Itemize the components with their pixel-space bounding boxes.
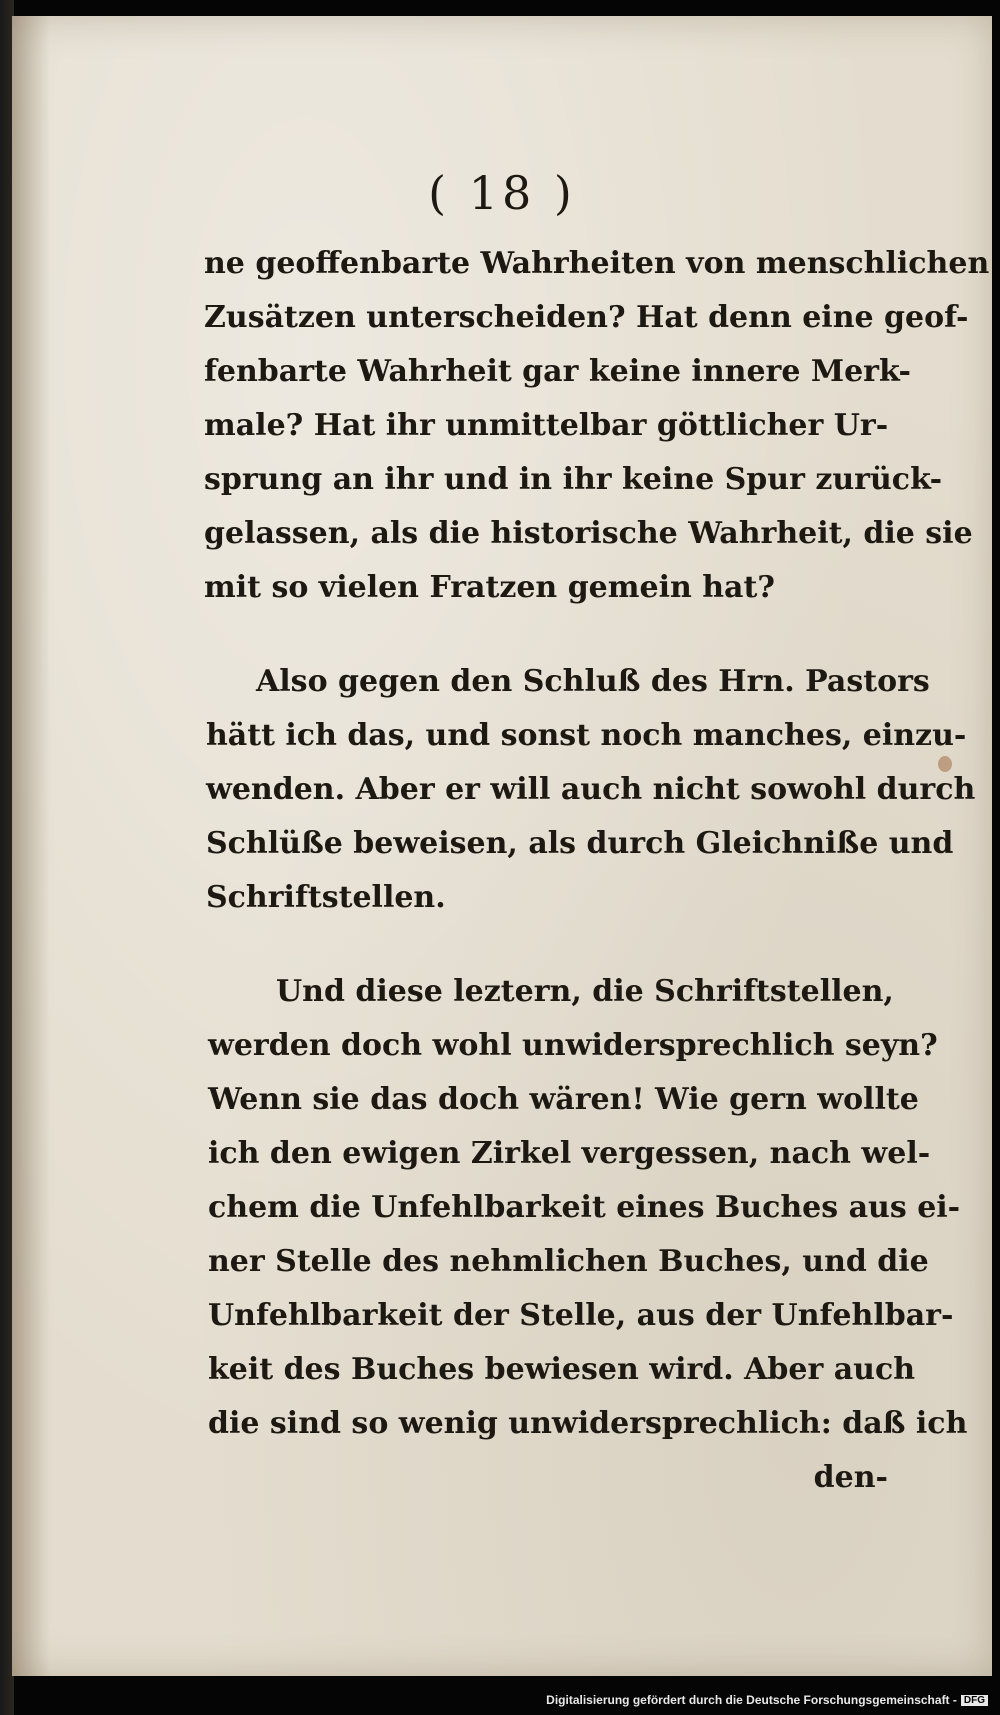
text-line: Unfehlbarkeit der Stelle, aus der Unfehlbar- xyxy=(208,1298,954,1333)
text-line: ne geoffenbarte Wahrheiten von menschlichen xyxy=(204,246,990,281)
text-line: die sind so wenig unwidersprechlich: daß ich xyxy=(208,1406,968,1441)
text-line: hätt ich das, und sonst noch manches, einzu- xyxy=(206,718,967,753)
text-line: keit des Buches bewiesen wird. Aber auch xyxy=(208,1352,916,1387)
paper-stain xyxy=(938,756,952,772)
text-line: Schlüße beweisen, als durch Gleichniße und xyxy=(206,826,954,861)
text-line: male? Hat ihr unmittelbar göttlicher Ur- xyxy=(204,408,889,443)
text-line: Schriftstellen. xyxy=(206,880,446,915)
credit-text: Digitalisierung gefördert durch die Deutsche Forschungsgemeinschaft - xyxy=(546,1693,957,1707)
text-line: werden doch wohl unwidersprechlich seyn? xyxy=(208,1028,938,1063)
page-number: ( 18 ) xyxy=(428,166,576,220)
book-page xyxy=(12,16,992,1676)
paragraph-start-line: Und diese leztern, die Schriftstellen, xyxy=(276,974,894,1009)
text-line: wenden. Aber er will auch nicht sowohl durch xyxy=(206,772,976,807)
paragraph-start-line: Also gegen den Schluß des Hrn. Pastors xyxy=(256,664,930,699)
catchword: den- xyxy=(813,1460,888,1495)
page-gutter-shadow xyxy=(12,16,50,1676)
text-line: fenbarte Wahrheit gar keine innere Merk- xyxy=(204,354,911,389)
digitization-credit xyxy=(546,1693,988,1707)
text-line: Zusätzen unterscheiden? Hat denn eine geof- xyxy=(204,300,969,335)
text-line: sprung an ihr und in ihr keine Spur zurück- xyxy=(204,462,943,497)
dfg-logo: DFG xyxy=(961,1695,988,1706)
text-line: gelassen, als die historische Wahrheit, die sie xyxy=(204,516,973,551)
text-line: Wenn sie das doch wären! Wie gern wollte xyxy=(208,1082,919,1117)
text-line: ner Stelle des nehmlichen Buches, und die xyxy=(208,1244,929,1279)
text-line: mit so vielen Fratzen gemein hat? xyxy=(204,570,775,605)
text-line: chem die Unfehlbarkeit eines Buches aus ei- xyxy=(208,1190,961,1225)
text-line: ich den ewigen Zirkel vergessen, nach wel- xyxy=(208,1136,931,1171)
